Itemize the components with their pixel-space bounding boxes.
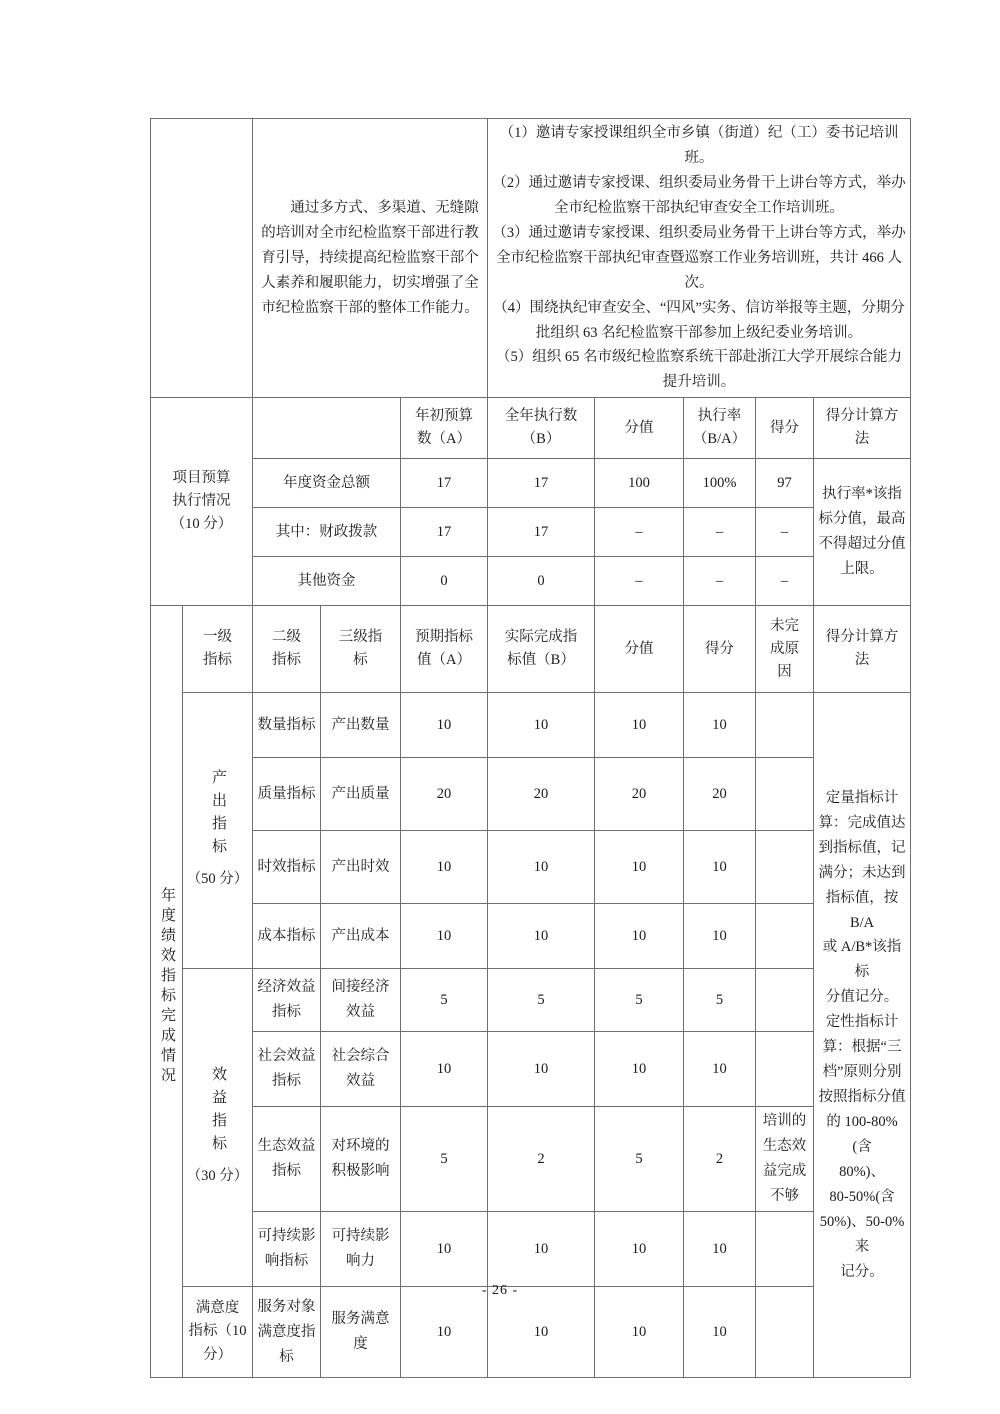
table-row-benefit-sustainable: [151, 1212, 911, 1287]
perf-method-line-16: 记分。: [840, 1263, 884, 1280]
points-value: 5: [595, 969, 684, 1032]
budget-a-line-1: 年初预算: [415, 408, 473, 425]
budget-label-line-2: 执行情况: [172, 493, 231, 510]
actual-value: 10: [488, 1212, 595, 1287]
actual-value: 2: [488, 1107, 595, 1212]
table-row-satisfaction: [151, 1287, 911, 1378]
budget-row-fiscal: [151, 508, 911, 557]
level3-label: 可持续影响力: [321, 1212, 401, 1287]
score-value: 10: [684, 693, 756, 758]
level2-label: 生态效益指标: [253, 1107, 321, 1212]
table-row-output-timeliness: [151, 831, 911, 904]
level3-label: 对环境的积极影响: [321, 1107, 401, 1212]
table-row-benefit-ecological: [151, 1107, 911, 1212]
budget-header-row: [151, 398, 911, 459]
performance-section-label: [151, 606, 183, 1378]
score-value: 10: [684, 1212, 756, 1287]
performance-evaluation-table: [150, 118, 911, 1378]
budget-header-method: [814, 398, 911, 459]
expected-value: 10: [401, 831, 488, 904]
budget-method-line-1: 执行率*该指: [822, 486, 902, 503]
budget-section-label: [151, 398, 253, 606]
budget-row-name: 其中：财政拨款: [253, 508, 401, 557]
table-row-output-quantity: [151, 693, 911, 758]
budget-method-line-2: 标分值，最高: [818, 511, 906, 528]
level2-label: 时效指标: [253, 831, 321, 904]
header-level1: [183, 606, 253, 693]
budget-header-executed-b: [488, 398, 595, 459]
header-level2-line-2: 指标: [272, 652, 301, 669]
budget-row-executed-b: 0: [488, 557, 595, 606]
header-actual-b-line-2: 标值（B）: [507, 652, 575, 669]
summary-left-blank: [151, 119, 253, 398]
executed-b-line-2: （B）: [521, 431, 561, 448]
level1-benefit-indicator: [183, 969, 253, 1287]
header-method: [814, 606, 911, 693]
level2-label: 质量指标: [253, 758, 321, 831]
level3-label: 产出时效: [321, 831, 401, 904]
budget-row-score: –: [756, 508, 814, 557]
score-value: 10: [684, 904, 756, 969]
budget-row-score: 97: [756, 459, 814, 508]
budget-header-score: 得分: [756, 398, 814, 459]
reason-value: [756, 904, 814, 969]
performance-header-row: [151, 606, 911, 693]
expected-value: 5: [401, 969, 488, 1032]
budget-label-line-1: 项目预算: [172, 470, 231, 487]
budget-row-budget-a: 0: [401, 557, 488, 606]
budget-row-other: [151, 557, 911, 606]
budget-row-budget-a: 17: [401, 508, 488, 557]
points-value: 10: [595, 693, 684, 758]
header-reason-line-2: 成原: [770, 640, 799, 657]
perf-method-line-6: 或 A/B*该指标: [822, 939, 902, 981]
expected-value: 10: [401, 693, 488, 758]
header-level3-line-1: 三级指: [338, 629, 383, 646]
performance-section-label-text: 年度绩效指标完成情况: [159, 887, 175, 1088]
summary-activities-cell: [488, 119, 911, 398]
table-row-output-cost: [151, 904, 911, 969]
perf-method-line-1: 定量指标计: [825, 789, 899, 806]
activity-item-1: （1）邀请专家授课组织全市乡镇（街道）纪（工）委书记培训班。: [499, 125, 899, 166]
points-value: 10: [595, 1212, 684, 1287]
level2-label: 经济效益指标: [253, 969, 321, 1032]
header-points: 分值: [595, 606, 684, 693]
perf-method-line-10: 档”原则分别: [822, 1064, 902, 1081]
level3-label: 产出质量: [321, 758, 401, 831]
header-level3: [321, 606, 401, 693]
activity-item-2: （2）通过邀请专家授课、组织委局业务骨干上讲台等方式，举办全市纪检监察干部执纪审查安全工作培训班。: [492, 174, 906, 216]
level2-label: 成本指标: [253, 904, 321, 969]
level1-satisfaction-indicator: [183, 1287, 253, 1378]
rate-line-1: 执行率: [697, 408, 742, 425]
header-level1-line-1: 一级: [203, 629, 232, 646]
reason-value: [756, 969, 814, 1032]
header-level2-line-1: 二级: [272, 629, 301, 646]
expected-value: 20: [401, 758, 488, 831]
rate-line-2: （B/A）: [692, 431, 747, 448]
level1-output-suffix: （50 分）: [186, 871, 249, 888]
reason-value: [756, 1212, 814, 1287]
header-expected-a-line-2: 值（A）: [417, 652, 471, 669]
perf-method-line-2: 算：完成值达: [818, 814, 906, 831]
budget-header-points: 分值: [595, 398, 684, 459]
header-level3-line-2: 标: [353, 652, 368, 669]
actual-value: 10: [488, 904, 595, 969]
perf-method-line-8: 定性指标计: [825, 1014, 899, 1031]
budget-row-rate: –: [684, 557, 756, 606]
performance-method-cell: [814, 693, 911, 1378]
actual-value: 5: [488, 969, 595, 1032]
actual-value: 10: [488, 1032, 595, 1107]
level2-label: 可持续影响指标: [253, 1212, 321, 1287]
score-value: 2: [684, 1107, 756, 1212]
reason-value: [756, 1032, 814, 1107]
budget-row-rate: 100%: [684, 459, 756, 508]
budget-row-points: –: [595, 508, 684, 557]
header-level2: [253, 606, 321, 693]
level1-benefit-suffix: （30 分）: [186, 1168, 249, 1185]
budget-label-line-3: （10 分）: [170, 516, 233, 533]
perf-method-line-14: 80-50%(含: [829, 1188, 895, 1205]
budget-row-name: 年度资金总额: [253, 459, 401, 508]
summary-narrative-cell: [253, 119, 488, 398]
budget-method-line-4: 上限。: [840, 561, 884, 578]
score-value: 10: [684, 1032, 756, 1107]
level1-benefit-vertical-text: 效益指标: [210, 1066, 226, 1159]
perf-method-line-5: 指标值，按 B/A: [825, 889, 899, 931]
points-value: 10: [595, 1032, 684, 1107]
level1-satisfaction-line-3: 分）: [203, 1346, 232, 1363]
expected-value: 10: [401, 1212, 488, 1287]
table-row-benefit-economic: [151, 969, 911, 1032]
page-number: - 26 -: [481, 1283, 519, 1298]
actual-value: 20: [488, 758, 595, 831]
header-actual-b: [488, 606, 595, 693]
header-reason-line-3: 因: [777, 663, 792, 680]
level2-label: 社会效益指标: [253, 1032, 321, 1107]
activity-item-5: （5）组织 65 名市级纪检监察系统干部赴浙江大学开展综合能力提升培训。: [496, 349, 903, 391]
budget-method-cell: [814, 459, 911, 606]
budget-header-blank: [253, 398, 401, 459]
header-expected-a: [401, 606, 488, 693]
score-value: 5: [684, 969, 756, 1032]
points-value: 10: [595, 904, 684, 969]
expected-value: 10: [401, 1287, 488, 1378]
budget-header-budget-a: [401, 398, 488, 459]
budget-row-points: 100: [595, 459, 684, 508]
level3-label: 服务满意度: [321, 1287, 401, 1378]
expected-value: 5: [401, 1107, 488, 1212]
expected-value: 10: [401, 904, 488, 969]
header-expected-a-line-1: 预期指标: [415, 629, 473, 646]
actual-value: 10: [488, 1287, 595, 1378]
reason-value: 培训的生态效益完成不够: [756, 1107, 814, 1212]
perf-method-line-12: 的 100-80%(含: [826, 1114, 898, 1155]
level1-output-vertical-text: 产出指标: [210, 769, 226, 862]
reason-value: [756, 693, 814, 758]
perf-method-line-13: 80%)、: [839, 1163, 885, 1180]
actual-value: 10: [488, 693, 595, 758]
level3-label: 间接经济效益: [321, 969, 401, 1032]
points-value: 20: [595, 758, 684, 831]
budget-header-rate: [684, 398, 756, 459]
points-value: 10: [595, 831, 684, 904]
score-value: 10: [684, 831, 756, 904]
budget-row-rate: –: [684, 508, 756, 557]
score-value: 20: [684, 758, 756, 831]
budget-method-head-2: 法: [854, 431, 870, 448]
activity-item-3: （3）通过邀请专家授课、组织委局业务骨干上讲台等方式，举办全市纪检监察干部执纪审查暨巡察工作业务培训班，共计 466 人次。: [492, 224, 906, 291]
level3-label: 产出成本: [321, 904, 401, 969]
budget-a-line-2: 数（A）: [417, 431, 471, 448]
points-value: 5: [595, 1107, 684, 1212]
summary-narrative-text: 通过多方式、多渠道、无缝隙的培训对全市纪检监察干部进行教育引导，持续提高纪检监察干部个人素养和履职能力，切实增强了全市纪检监察干部的整体工作能力。: [261, 199, 479, 316]
level1-output-indicator: [183, 693, 253, 969]
budget-row-total: [151, 459, 911, 508]
budget-row-executed-b: 17: [488, 508, 595, 557]
perf-method-line-7: 分值记分。: [825, 989, 899, 1006]
level2-label: 数量指标: [253, 693, 321, 758]
header-score: 得分: [684, 606, 756, 693]
header-reason-line-1: 未完: [770, 617, 799, 634]
perf-method-line-3: 到指标值，记: [818, 839, 906, 856]
level3-label: 社会综合效益: [321, 1032, 401, 1107]
header-method-line-1: 得分计算方: [825, 629, 899, 646]
level1-satisfaction-line-2: 指标（10: [188, 1323, 247, 1340]
table-row-summary: [151, 119, 911, 398]
perf-method-line-9: 算：根据“三: [822, 1039, 902, 1056]
reason-value: [756, 831, 814, 904]
budget-row-points: –: [595, 557, 684, 606]
executed-b-line-1: 全年执行数: [504, 408, 578, 425]
score-value: 10: [684, 1287, 756, 1378]
header-reason: [756, 606, 814, 693]
perf-method-line-4: 满分；未达到: [818, 864, 906, 881]
header-level1-line-2: 指标: [203, 652, 232, 669]
actual-value: 10: [488, 831, 595, 904]
table-row-output-quality: [151, 758, 911, 831]
table-row-benefit-social: [151, 1032, 911, 1107]
budget-method-head-1: 得分计算方: [825, 408, 899, 425]
perf-method-line-15: 50%)、50-0%来: [819, 1213, 905, 1255]
reason-value: [756, 758, 814, 831]
budget-row-budget-a: 17: [401, 459, 488, 508]
budget-row-name: 其他资金: [253, 557, 401, 606]
perf-method-line-11: 按照指标分值: [818, 1089, 906, 1106]
reason-value: [756, 1287, 814, 1378]
expected-value: 10: [401, 1032, 488, 1107]
budget-row-executed-b: 17: [488, 459, 595, 508]
header-method-line-2: 法: [854, 652, 870, 669]
level2-label: 服务对象满意度指标: [253, 1287, 321, 1378]
activity-item-4: （4）围绕执纪审查安全、“四风”实务、信访举报等主题，分期分批组织 63 名纪检监察干部参加上级纪委业务培训。: [493, 299, 905, 341]
level1-satisfaction-line-1: 满意度: [195, 1300, 240, 1317]
budget-row-score: –: [756, 557, 814, 606]
points-value: 10: [595, 1287, 684, 1378]
header-actual-b-line-1: 实际完成指: [504, 629, 578, 646]
level3-label: 产出数量: [321, 693, 401, 758]
budget-method-line-3: 不得超过分值: [818, 536, 906, 553]
